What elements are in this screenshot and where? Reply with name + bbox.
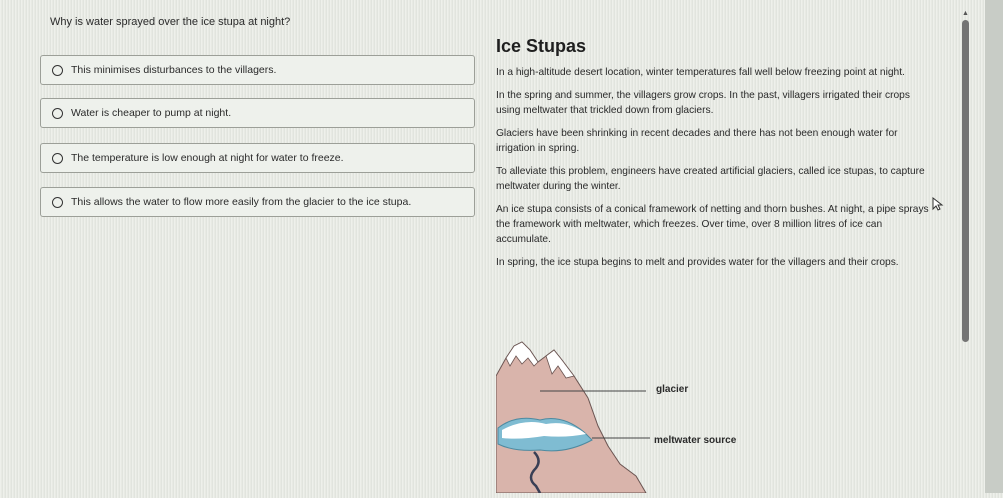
passage-paragraph: An ice stupa consists of a conical framework of netting and thorn bushes. At night, a pipe sprays the framework with meltwater, which freezes. Over time, over 8 million litres of ice can accumulate. (496, 204, 929, 245)
reading-passage (496, 36, 936, 278)
window-edge (985, 0, 1003, 493)
answer-option-2[interactable] (40, 98, 475, 128)
radio-circle-icon[interactable] (52, 197, 63, 208)
answer-option-3[interactable] (40, 143, 475, 173)
answer-option-label: This minimises disturbances to the villagers. (71, 64, 277, 76)
ice-stupa-diagram (496, 336, 766, 493)
question-text: Why is water sprayed over the ice stupa at night? (50, 16, 291, 28)
answer-option-1[interactable] (40, 55, 475, 85)
mouse-pointer-icon (932, 197, 944, 216)
passage-paragraph: In a high-altitude desert location, winter temperatures fall well below freezing point at night. (496, 67, 905, 78)
scroll-thumb[interactable] (962, 20, 969, 342)
passage-paragraph: In the spring and summer, the villagers grow crops. In the past, villagers irrigated their crops using meltwater that trickled down from glaciers. (496, 90, 910, 116)
scroll-up-arrow-icon[interactable]: ▲ (962, 10, 969, 17)
meltwater-source-label: meltwater source (654, 435, 737, 446)
passage-paragraph: Glaciers have been shrinking in recent decades and there has not been enough water for irrigation in spring. (496, 128, 898, 154)
answer-option-label: The temperature is low enough at night for water to freeze. (71, 152, 344, 164)
radio-circle-icon[interactable] (52, 108, 63, 119)
answer-option-label: This allows the water to flow more easily from the glacier to the ice stupa. (71, 196, 412, 208)
scrollbar[interactable] (962, 10, 970, 490)
radio-circle-icon[interactable] (52, 153, 63, 164)
mountain-illustration (496, 336, 766, 493)
passage-paragraph: To alleviate this problem, engineers have created artificial glaciers, called ice stupas, to capture meltwater during the winter. (496, 166, 925, 192)
answer-option-label: Water is cheaper to pump at night. (71, 107, 232, 119)
passage-title: Ice Stupas (496, 36, 587, 56)
answer-option-4[interactable] (40, 187, 475, 217)
passage-paragraph: In spring, the ice stupa begins to melt and provides water for the villagers and their crops. (496, 257, 899, 268)
glacier-label: glacier (656, 384, 689, 395)
radio-circle-icon[interactable] (52, 65, 63, 76)
